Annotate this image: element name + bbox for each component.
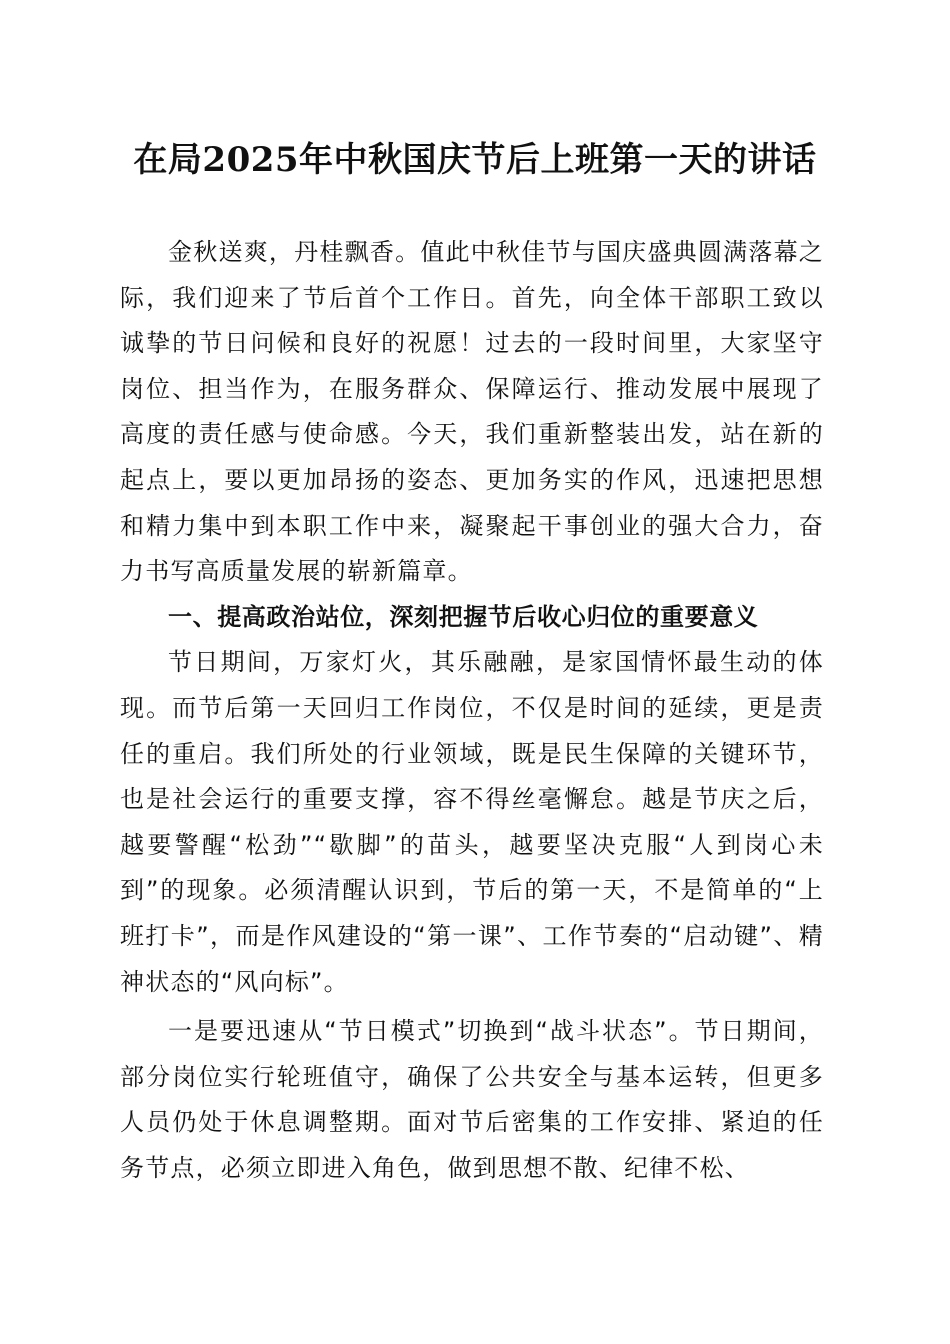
section-heading: 一、提高政治站位，深刻把握节后收心归位的重要意义 xyxy=(168,602,759,631)
intro-paragraph: 金秋送爽，丹桂飘香。值此中秋佳节与国庆盛典圆满落幕之际，我们迎来了节后首个工作日。首先，向全体干部职工致以诚挚的节日问候和良好的祝愿！过去的一段时间里，大家坚守岗位、担当作为，在服务群众、保障运行、推动发展中展现了高度的责任感与使命感。今天，我们重新整装出发，站在新的起点上，要以更加昂扬的姿态、更加务实的作风，迅速把思想和精力集中到本职工作中来，凝聚起干事创业的强大合力，奋力书写高质量发展的崭新篇章。 xyxy=(120,238,824,586)
point-one-paragraph: 一是要迅速从“节日模式”切换到“战斗状态”。节日期间，部分岗位实行轮班值守，确保了公共安全与基本运转，但更多人员仍处于休息调整期。面对节后密集的工作安排、紧迫的任务节点，必须立即进入角色，做到思想不散、纪律不松、 xyxy=(120,1017,824,1182)
section-body-paragraph: 节日期间，万家灯火，其乐融融，是家国情怀最生动的体现。而节后第一天回归工作岗位，不仅是时间的延续，更是责任的重启。我们所处的行业领域，既是民生保障的关键环节，也是社会运行的重要支撑，容不得丝毫懈怠。越是节庆之后，越要警醒“松劲”“歇脚”的苗头，越要坚决克服“人到岗心未到”的现象。必须清醒认识到，节后的第一天，不是简单的“上班打卡”，而是作风建设的“第一课”、工作节奏的“启动键”、精神状态的“风向标”。 xyxy=(120,648,824,996)
document-body xyxy=(120,230,824,1191)
document-title: 在局2025年中秋国庆节后上班第一天的讲话 xyxy=(133,140,817,180)
